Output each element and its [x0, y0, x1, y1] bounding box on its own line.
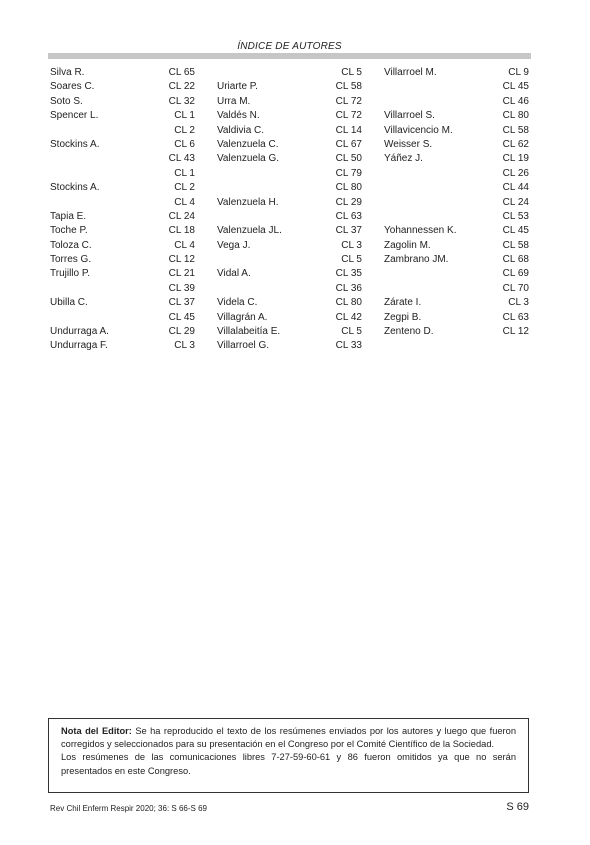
editor-note-box: [48, 718, 529, 793]
abstract-code: CL 5: [341, 326, 362, 338]
index-entry: [384, 311, 529, 325]
index-entry: [217, 109, 362, 123]
abstract-code: CL 67: [335, 138, 362, 150]
author-name: Villarroel M.: [384, 67, 437, 78]
author-name: Soto S.: [50, 95, 83, 107]
index-column-1: [50, 66, 195, 354]
abstract-code: CL 65: [168, 67, 195, 78]
index-entry: [217, 311, 362, 325]
abstract-code: CL 63: [335, 210, 362, 222]
abstract-code: CL 50: [335, 153, 362, 165]
index-entry: [217, 66, 362, 80]
abstract-code: CL 44: [502, 182, 529, 194]
author-name: Torres G.: [50, 254, 92, 266]
index-entry: [50, 138, 195, 152]
index-entry: [384, 239, 529, 253]
abstract-code: CL 58: [502, 124, 529, 136]
index-entry: [217, 296, 362, 310]
index-entry: [384, 296, 529, 310]
abstract-code: CL 32: [168, 95, 195, 107]
abstract-code: CL 14: [335, 124, 362, 136]
editor-note-label: Nota del Editor:: [61, 726, 132, 736]
index-entry: [50, 152, 195, 166]
index-entry: [50, 239, 195, 253]
index-entry: [384, 109, 529, 123]
index-entry: [50, 109, 195, 123]
abstract-code: CL 18: [168, 225, 195, 237]
abstract-code: CL 36: [335, 282, 362, 294]
abstract-code: CL 4: [174, 196, 195, 208]
abstract-code: CL 19: [502, 153, 529, 165]
author-name: Zagolin M.: [384, 239, 431, 251]
author-name: Valenzuela H.: [217, 196, 279, 208]
author-name: Yohannessen K.: [384, 225, 457, 237]
abstract-code: CL 12: [502, 326, 529, 338]
abstract-code: CL 42: [335, 311, 362, 323]
abstract-code: CL 29: [335, 196, 362, 208]
index-entry: [384, 224, 529, 238]
index-entry: [50, 253, 195, 267]
index-entry: [384, 80, 529, 94]
index-entry: [50, 196, 195, 210]
abstract-code: CL 62: [502, 138, 529, 150]
abstract-code: CL 5: [341, 67, 362, 78]
abstract-code: CL 43: [168, 153, 195, 165]
abstract-code: CL 72: [335, 95, 362, 107]
abstract-code: CL 80: [335, 182, 362, 194]
index-entry: [217, 138, 362, 152]
author-name: Uriarte P.: [217, 81, 258, 93]
index-column-2: [217, 66, 362, 354]
abstract-code: CL 45: [502, 225, 529, 237]
abstract-code: CL 33: [335, 340, 362, 352]
author-name: Villarroel G.: [217, 340, 270, 352]
index-entry: [217, 339, 362, 353]
author-name: Zambrano JM.: [384, 254, 449, 266]
abstract-code: CL 26: [502, 167, 529, 179]
author-name: Urra M.: [217, 95, 251, 107]
index-entry: [384, 167, 529, 181]
editor-note-text: Se ha reproducido el texto de los resúmenes enviados por los autores y luego que fueron corregidos y seleccionados para su presentación en el Congreso por el Comité Científico de la Sociedad.: [61, 726, 516, 750]
abstract-code: CL 45: [502, 81, 529, 93]
author-name: Weisser S.: [384, 138, 433, 150]
index-entry: [217, 224, 362, 238]
page-header-title: ÍNDICE DE AUTORES: [237, 41, 342, 52]
author-name: Yáñez J.: [384, 153, 423, 165]
editor-note-omitted: Los resúmenes de las comunicaciones libres 7-27-59-60-61 y 86 fueron omitidos ya que no serán presentados en este Congreso.: [61, 752, 516, 776]
author-name: Zenteno D.: [384, 326, 434, 338]
page-number: S 69: [506, 801, 529, 813]
abstract-code: CL 80: [502, 110, 529, 122]
index-entry: [217, 325, 362, 339]
index-column-3: [384, 66, 529, 339]
author-name: Tapia E.: [50, 210, 87, 222]
abstract-code: CL 72: [335, 110, 362, 122]
abstract-code: CL 68: [502, 254, 529, 266]
index-entry: [384, 196, 529, 210]
index-entry: [217, 181, 362, 195]
abstract-code: CL 80: [335, 297, 362, 309]
author-name: Trujillo P.: [50, 268, 91, 280]
index-entry: [217, 196, 362, 210]
abstract-code: CL 21: [168, 268, 195, 280]
index-entry: [50, 66, 195, 80]
author-name: Videla C.: [217, 297, 258, 309]
abstract-code: CL 6: [174, 138, 195, 150]
index-entry: [384, 181, 529, 195]
author-name: Valdés N.: [217, 110, 260, 122]
index-entry: [384, 210, 529, 224]
index-entry: [50, 124, 195, 138]
index-entry: [217, 167, 362, 181]
index-entry: [217, 239, 362, 253]
abstract-code: CL 3: [174, 340, 195, 352]
index-entry: [384, 95, 529, 109]
abstract-code: CL 45: [168, 311, 195, 323]
author-name: Stockins A.: [50, 182, 100, 194]
abstract-code: CL 9: [508, 67, 529, 78]
index-entry: [217, 267, 362, 281]
index-entry: [50, 311, 195, 325]
author-name: Zárate I.: [384, 297, 422, 309]
abstract-code: CL 70: [502, 282, 529, 294]
author-name: Villarroel S.: [384, 110, 435, 122]
author-name: Villavicencio M.: [384, 124, 453, 136]
author-name: Zegpi B.: [384, 311, 422, 323]
author-name: Vidal A.: [217, 268, 251, 280]
index-entry: [50, 80, 195, 94]
abstract-code: CL 63: [502, 311, 529, 323]
abstract-code: CL 3: [341, 239, 362, 251]
abstract-code: CL 2: [174, 124, 195, 136]
index-entry: [384, 66, 529, 80]
abstract-code: CL 46: [502, 95, 529, 107]
author-name: Valenzuela G.: [217, 153, 280, 165]
index-entry: [50, 296, 195, 310]
author-name: Villagrán A.: [217, 311, 268, 323]
abstract-code: CL 2: [174, 182, 195, 194]
abstract-code: CL 39: [168, 282, 195, 294]
index-entry: [50, 339, 195, 353]
index-entry: [50, 210, 195, 224]
index-entry: [50, 267, 195, 281]
author-name: Spencer L.: [50, 110, 99, 122]
index-entry: [384, 325, 529, 339]
abstract-code: CL 37: [335, 225, 362, 237]
header-rule: [48, 53, 531, 59]
author-name: Villalabeitía E.: [217, 326, 281, 338]
abstract-code: CL 24: [502, 196, 529, 208]
author-name: Toche P.: [50, 225, 88, 237]
index-entry: [217, 152, 362, 166]
abstract-code: CL 58: [335, 81, 362, 93]
index-entry: [384, 152, 529, 166]
index-entry: [50, 95, 195, 109]
index-entry: [50, 181, 195, 195]
author-name: Stockins A.: [50, 138, 100, 150]
journal-citation: Rev Chil Enferm Respir 2020; 36: S 66-S 69: [50, 804, 207, 813]
index-entry: [384, 282, 529, 296]
abstract-code: CL 1: [174, 110, 195, 122]
abstract-code: CL 58: [502, 239, 529, 251]
index-entry: [50, 282, 195, 296]
index-entry: [384, 138, 529, 152]
index-entry: [384, 267, 529, 281]
abstract-code: CL 22: [168, 81, 195, 93]
abstract-code: CL 3: [508, 297, 529, 309]
abstract-code: CL 4: [174, 239, 195, 251]
author-name: Vega J.: [217, 239, 251, 251]
abstract-code: CL 53: [502, 210, 529, 222]
index-entry: [384, 124, 529, 138]
index-entry: [217, 80, 362, 94]
index-entry: [50, 167, 195, 181]
index-entry: [217, 124, 362, 138]
index-entry: [50, 224, 195, 238]
abstract-code: CL 1: [174, 167, 195, 179]
author-name: Valenzuela C.: [217, 138, 279, 150]
author-name: Toloza C.: [50, 239, 92, 251]
author-name: Soares C.: [50, 81, 95, 93]
index-entry: [217, 210, 362, 224]
author-name: Valdivia C.: [217, 124, 265, 136]
author-name: Ubilla C.: [50, 297, 88, 309]
abstract-code: CL 37: [168, 297, 195, 309]
index-entry: [217, 282, 362, 296]
index-entry: [217, 253, 362, 267]
abstract-code: CL 12: [168, 254, 195, 266]
abstract-code: CL 35: [335, 268, 362, 280]
index-entry: [384, 253, 529, 267]
abstract-code: CL 29: [168, 326, 195, 338]
author-name: Silva R.: [50, 67, 85, 78]
abstract-code: CL 5: [341, 254, 362, 266]
abstract-code: CL 24: [168, 210, 195, 222]
author-name: Valenzuela JL.: [217, 225, 282, 237]
author-name: Undurraga F.: [50, 340, 108, 352]
index-entry: [50, 325, 195, 339]
abstract-code: CL 69: [502, 268, 529, 280]
index-entry: [217, 95, 362, 109]
abstract-code: CL 79: [335, 167, 362, 179]
author-name: Undurraga A.: [50, 326, 109, 338]
